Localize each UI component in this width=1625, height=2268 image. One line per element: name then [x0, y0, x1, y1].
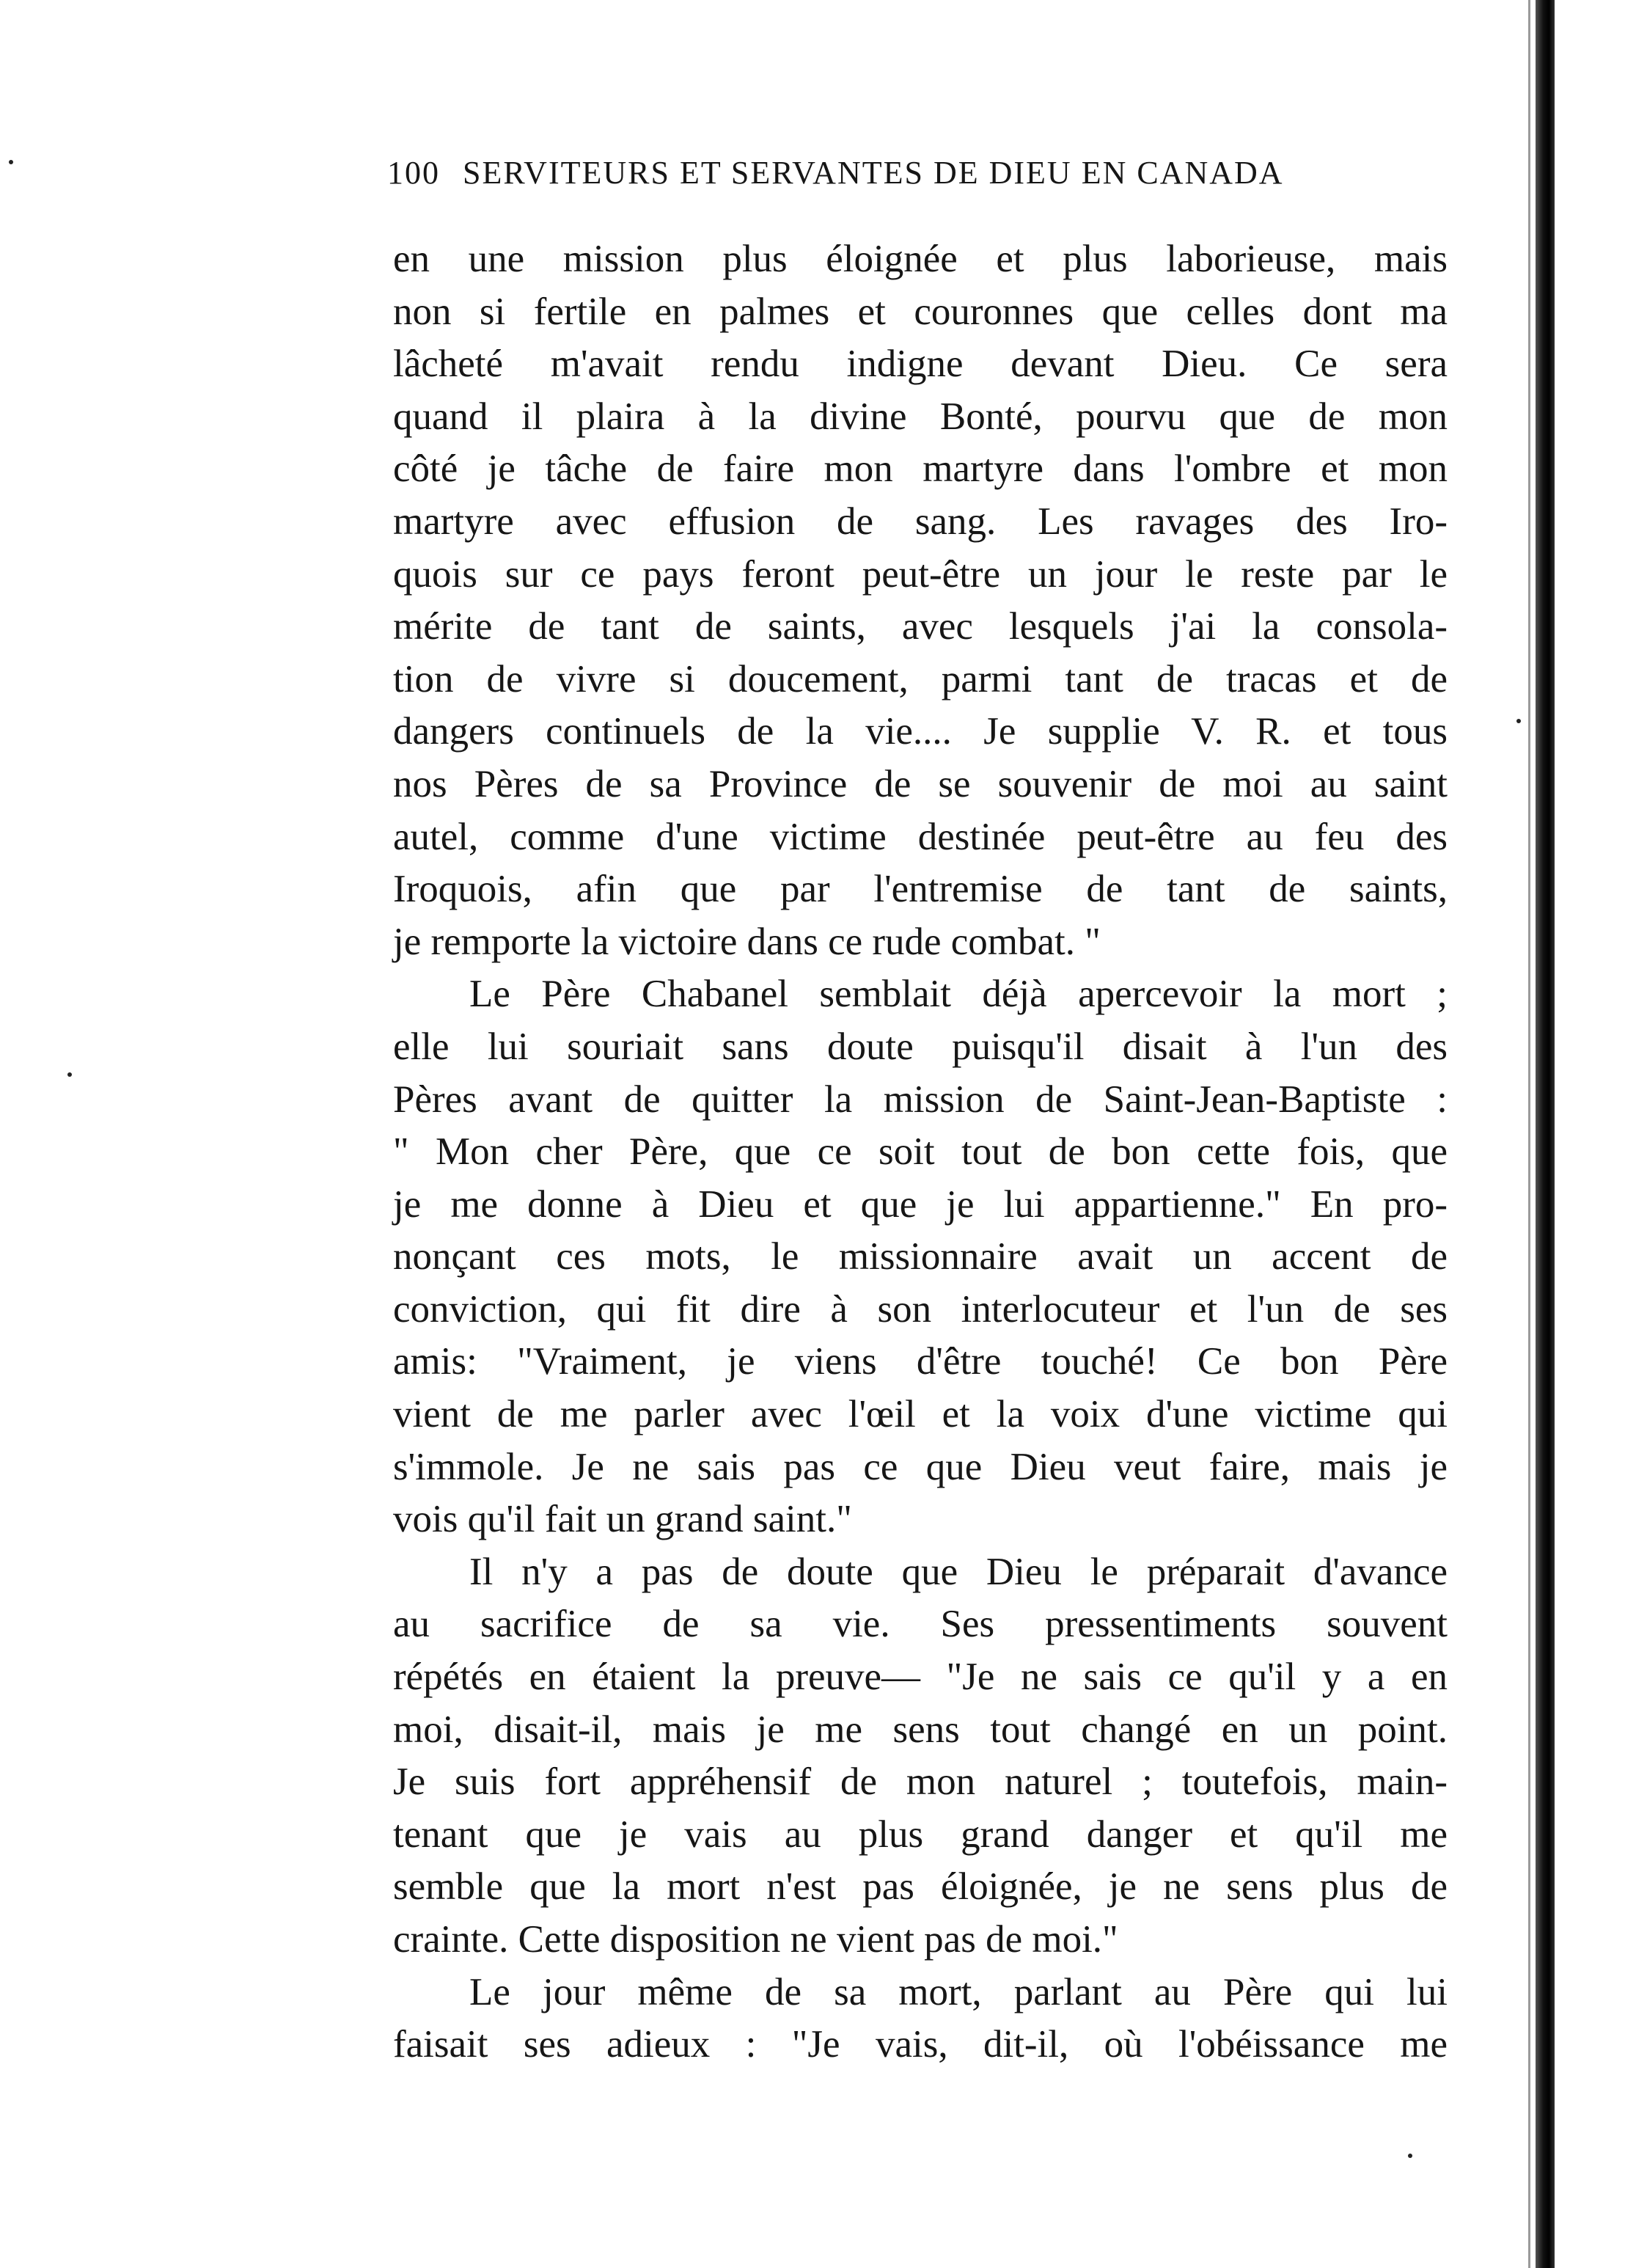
text-line: s'immole. Je ne sais pas ce que Dieu veut faire, mais je — [393, 1445, 1448, 1488]
text-line: nos Pères de sa Province de se souvenir de moi au saint — [393, 762, 1448, 805]
text-line: mérite de tant de saints, avec lesquels j'ai la consola- — [393, 605, 1448, 648]
text-line: nonçant ces mots, le missionnaire avait un accent de — [393, 1235, 1448, 1279]
scan-speck — [9, 160, 13, 164]
text-line: tenant que je vais au plus grand danger et qu'il me — [393, 1812, 1448, 1856]
text-line: lâcheté m'avait rendu indigne devant Dieu. Ce sera — [393, 343, 1448, 386]
text-line: quand il plaira à la divine Bonté, pourvu que de mon — [393, 395, 1448, 438]
running-title: SERVITEURS ET SERVANTES DE DIEU EN CANADA — [463, 155, 1284, 191]
text-line: semble que la mort n'est pas éloignée, je ne sens plus de — [393, 1865, 1448, 1909]
text-line: faisait ses adieux : "Je vais, dit-il, où l'obéissance me — [393, 2023, 1448, 2066]
body-text — [393, 233, 1448, 2071]
text-line: Iroquois, afin que par l'entremise de tant de saints, — [393, 868, 1448, 911]
text-line: Il n'y a pas de doute que Dieu le préparait d'avance — [469, 1550, 1448, 1593]
text-line: autel, comme d'une victime destinée peut-être au feu des — [393, 815, 1448, 858]
text-line: conviction, qui fit dire à son interlocuteur et l'un de ses — [393, 1287, 1448, 1331]
page-number: 100 — [387, 155, 440, 191]
text-line: côté je tâche de faire mon martyre dans l'ombre et mon — [393, 447, 1448, 491]
scan-speck — [1516, 719, 1521, 723]
text-line: je remporte la victoire dans ce rude combat. " — [393, 920, 1101, 963]
text-line: dangers continuels de la vie.... Je supplie V. R. et tous — [393, 710, 1448, 753]
text-line: non si fertile en palmes et couronnes que celles dont ma — [393, 290, 1448, 333]
running-header — [387, 153, 1414, 194]
text-line: au sacrifice de sa vie. Ses pressentiments souvent — [393, 1603, 1448, 1646]
text-line: crainte. Cette disposition ne vient pas de moi." — [393, 1918, 1118, 1961]
text-line: Pères avant de quitter la mission de Saint-Jean-Baptiste : — [393, 1078, 1448, 1121]
text-line: Je suis fort appréhensif de mon naturel ; toutefois, main- — [393, 1760, 1448, 1804]
scan-speck — [67, 1072, 72, 1077]
text-line: " Mon cher Père, que ce soit tout de bon cette fois, que — [393, 1130, 1448, 1174]
book-edge-shadow — [1536, 0, 1555, 2268]
scan-speck — [1408, 2154, 1412, 2158]
page-edge-hairline — [1528, 0, 1530, 2268]
text-line: en une mission plus éloignée et plus laborieuse, mais — [393, 238, 1448, 280]
text-line: tion de vivre si doucement, parmi tant de tracas et de — [393, 657, 1448, 700]
text-line: vient de me parler avec l'œil et la voix d'une victime qui — [393, 1393, 1448, 1436]
text-line: répétés en étaient la preuve— "Je ne sais ce qu'il y a en — [393, 1656, 1448, 1699]
text-line: je me donne à Dieu et que je lui appartienne." En pro- — [393, 1182, 1448, 1226]
text-line: vois qu'il fait un grand saint." — [393, 1498, 852, 1541]
text-line: Le Père Chabanel semblait déjà apercevoir la mort ; — [469, 973, 1448, 1016]
text-line: elle lui souriait sans doute puisqu'il disait à l'un des — [393, 1025, 1448, 1068]
text-line: amis: "Vraiment, je viens d'être touché! Ce bon Père — [393, 1340, 1448, 1383]
text-line: Le jour même de sa mort, parlant au Père qui lui — [469, 1970, 1448, 2013]
text-line: quois sur ce pays feront peut-être un jour le reste par le — [393, 552, 1448, 596]
text-line: martyre avec effusion de sang. Les ravages des Iro- — [393, 500, 1448, 543]
text-line: moi, disait-il, mais je me sens tout changé en un point. — [393, 1708, 1448, 1751]
